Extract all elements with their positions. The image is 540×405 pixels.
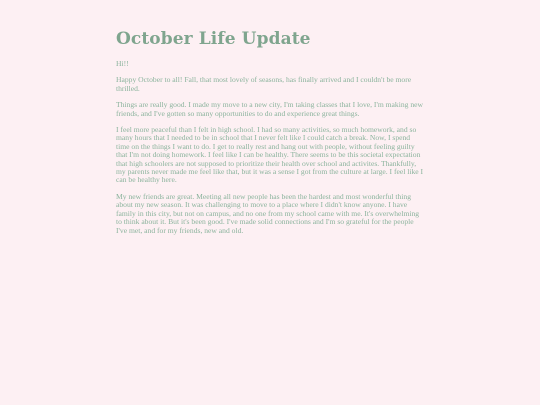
post-paragraph: Things are really good. I made my move to a new city, I'm taking classes that I love, I'm making new friends, and I've gotten so many opportunities to do and experience great things. bbox=[116, 100, 423, 118]
post-paragraph: Happy October to all! Fall, that most lovely of seasons, has finally arrived and I couldn't be more thrilled. bbox=[116, 75, 412, 93]
post-paragraph-greeting: Hi!! bbox=[116, 59, 129, 68]
blog-post bbox=[116, 28, 424, 243]
post-paragraph: I feel more peaceful than I felt in high school. I had so many activities, so much homework, and so many hours that I needed to be in school that I never felt like I could catch a break. Now, I spend time on the things I want to do. I get to really rest and hang out with people, without feeling guilty that I'm not doing homework. I feel like I can be healthy. There seems to be this societal expectation that high schoolers are not supposed to prioritize their health over school and activites. Thankfully, my parents never made me feel like that, but it was a sense I got from the culture at large. I feel like I can be healthy here. bbox=[116, 125, 424, 185]
post-paragraph: My new friends are great. Meeting all new people has been the hardest and most wonderful thing about my new season. It was challenging to move to a place where I didn't know anyone. I have family in this city, but not on campus, and no one from my school came with me. It's overwhelming to think about it. But it's been good. I've made solid connections and I'm so grateful for the people I've met, and for my friends, new and old. bbox=[116, 191, 420, 235]
post-title: October Life Update bbox=[116, 29, 311, 49]
